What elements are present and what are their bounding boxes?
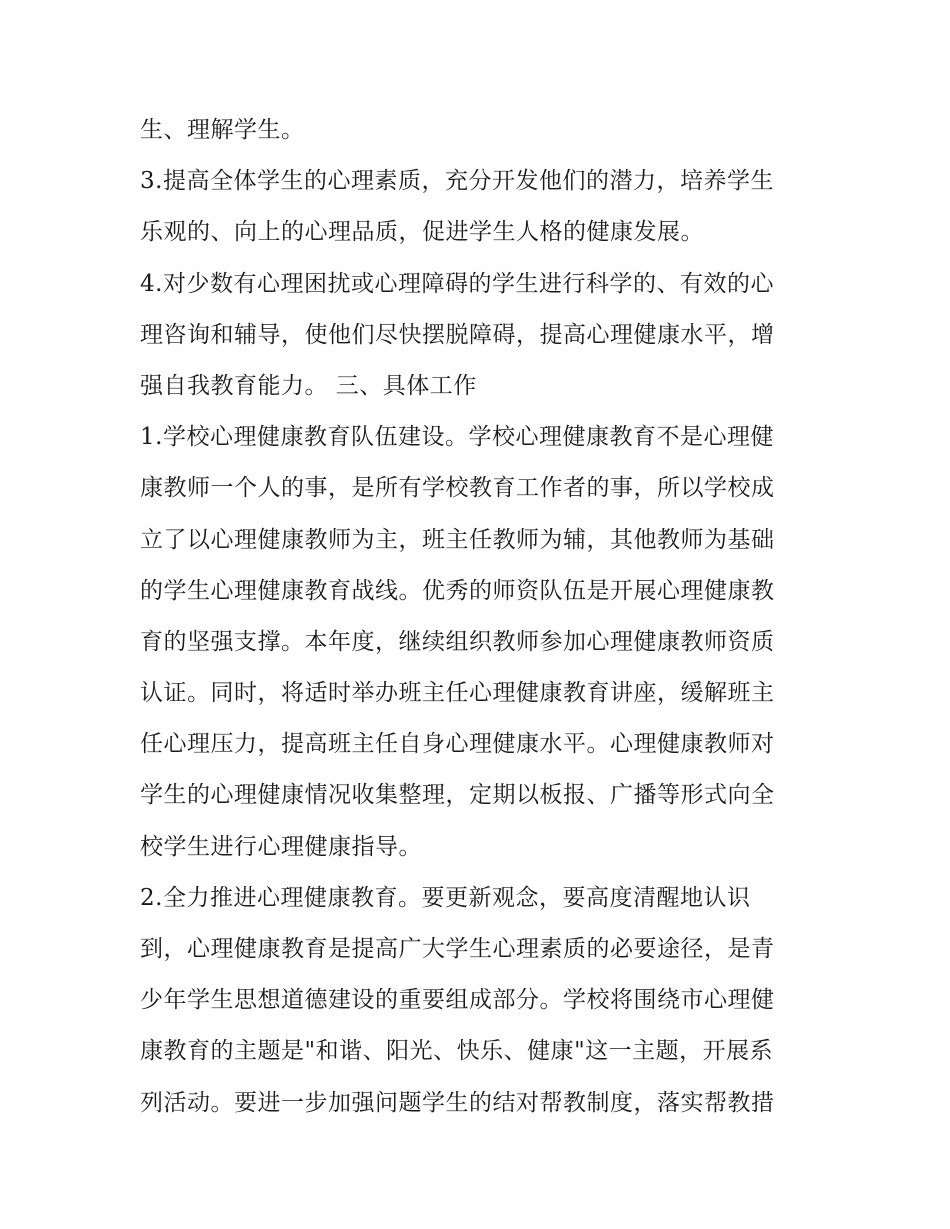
text-line: 育的坚强支撑。本年度，继续组织教师参加心理健康教师资质 <box>140 628 775 655</box>
document-body <box>140 105 820 1129</box>
text-line: 校学生进行心理健康指导。 <box>140 833 422 860</box>
text-line: 4.对少数有心理困扰或心理障碍的学生进行科学的、有效的心 <box>140 270 774 297</box>
text-line: 立了以心理健康教师为主，班主任教师为辅，其他教师为基础 <box>140 526 775 553</box>
text-line: 生、理解学生。 <box>140 117 305 143</box>
text-line: 列活动。要进一步加强问题学生的结对帮教制度，落实帮教措 <box>140 1089 775 1116</box>
text-line: 少年学生思想道德建设的重要组成部分。学校将围绕市心理健 <box>140 987 775 1014</box>
text-line: 康教师一个人的事，是所有学校教育工作者的事，所以学校成 <box>140 475 775 502</box>
text-line: 到，心理健康教育是提高广大学生心理素质的必要途径，是青 <box>140 936 775 962</box>
text-line: 强自我教育能力。 三、具体工作 <box>140 372 477 399</box>
text-line: 的学生心理健康教育战线。优秀的师资队伍是开展心理健康教 <box>140 577 775 604</box>
text-line: 任心理压力，提高班主任自身心理健康水平。心理健康教师对 <box>140 731 775 758</box>
text-line: 1.学校心理健康教育队伍建设。学校心理健康教育不是心理健 <box>140 424 774 451</box>
text-line: 理咨询和辅导，使他们尽快摆脱障碍，提高心理健康水平，增 <box>140 321 775 348</box>
text-line: 认证。同时，将适时举办班主任心理健康教育讲座，缓解班主 <box>140 680 775 707</box>
text-line: 3.提高全体学生的心理素质，充分开发他们的潜力，培养学生 <box>140 168 774 195</box>
text-line: 康教育的主题是"和谐、阳光、快乐、健康"这一主题，开展系 <box>140 1038 774 1065</box>
text-line: 乐观的、向上的心理品质，促进学生人格的健康发展。 <box>140 219 704 246</box>
text-line: 2.全力推进心理健康教育。要更新观念，要高度清醒地认识 <box>140 884 751 911</box>
text-line: 学生的心理健康情况收集整理，定期以板报、广播等形式向全 <box>140 782 775 809</box>
